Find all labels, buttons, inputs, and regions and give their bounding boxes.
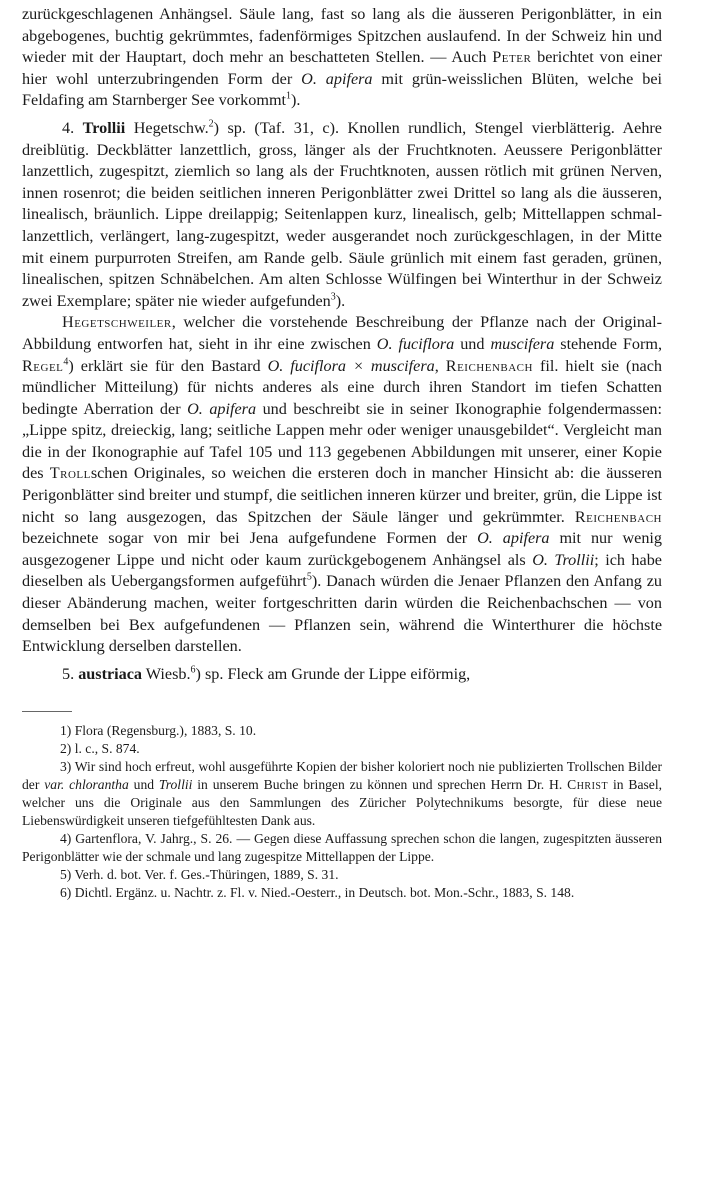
taxon-name: O. fuciflora [376,334,455,353]
text-run: berichtet von einer hier wohl unterzubringenden Form der [22,48,662,88]
author-name: Hegetschweiler [62,313,172,332]
paragraph-trollii [22,118,662,312]
text-run: ) sp. Fleck am Grunde der Lippe eiförmig, [195,664,471,683]
footnote-ref: 5 [306,572,312,584]
footnote-1: 1) Flora (Regensburg.), 1883, S. 10. [60,723,257,739]
taxon-name: O. apifera [187,399,257,418]
text-run: ; ich habe dieselben als Uebergangsformen aufgeführt [22,550,662,591]
author-name: Regel [22,356,64,375]
main-text [22,4,662,685]
taxon-name: var. chlorantha [44,777,129,793]
footnote-ref: 2 [208,118,214,130]
text-run: und beschreibt sie in seiner Ikonographie folgendermassen: „Lippe spitz, dreieckig, lang; seitliche Lappen mehr oder weniger unausgebildet“. Vergleicht man die in der Ikonographie auf Tafel 105 und 113 gegebenen Abbildungen mit unserer, einer Kopie des [22,399,662,483]
footnote-ref: 6 [190,664,196,676]
author-name: Troll [49,464,91,483]
footnote-6: 6) Dichtl. Ergänz. u. Nachtr. z. Fl. v. Nied.-Oesterr., in Deutsch. bot. Mon.-Schr., 1883, S. 148. [60,885,575,901]
footnote-2: 2) l. c., S. 874. [60,741,140,757]
text-run: in unserem Buche bringen zu können und sprechen Herrn Dr. H. [192,777,568,793]
taxon-heading: austriaca [78,664,143,683]
footnote-5: 5) Verh. d. bot. Ver. f. Ges.-Thüringen, 1889, S. 31. [60,867,339,883]
text-run: Wiesb. [142,664,191,683]
author-name: Christ [567,777,609,793]
text-run: 3) Wir sind hoch erfreut, wohl ausgeführte Kopien der bisher koloriert noch nie publizierten Trollschen Bilder der [22,759,662,793]
text-run: zurückgeschlagenen Anhängsel. Säule lang, fast so lang als die äusseren Perigonblätter, in ein abgebogenes, buchtig gekrümmtes, fadenförmiges Spitzchen auslaufend. In der Schweiz hin und wieder mit der Hauptart, doch mehr an beschatteten Stellen. — Auch [22,5,662,67]
text-run: und [454,334,491,353]
text-run: mit grün-weisslichen Blüten, welche bei Feldafing am Starnberger See vorkommt [22,69,662,110]
footnote-ref: 4 [63,356,69,368]
text-run: mit nur wenig ausgezogener Lippe und nicht oder kaum zurückgebogenem Anhängsel als [22,529,663,569]
footnotes [22,722,662,902]
taxon-name: muscifera [490,334,555,353]
section-number: 4. [62,118,83,137]
text-run: in Basel, welcher uns die Originale aus den Sammlungen des Züricher Polytechnikums besorgte, für diese neue Liebenswürdigkeit unseren tiefgefühltesten Dank aus. [22,777,662,829]
author-name: Reichenbach [445,356,533,375]
text-run: ) sp. (Taf. 31, c). Knollen rundlich, Stengel vierblätterig. Aehre dreiblütig. Deckblätter lanzettlich, gross, länger als der Fruchtknoten. Aeussere Perigonblätter lanzettlich, zugespitzt, ziemlich so lang als der Fruchtknoten, aussen rötlich mit grünen Nerven, innen rosenrot; die beiden seitlichen inneren Perigonblätter zwei Drittel so lang als die äusseren, linealisch, bräunlich. Lippe dreilappig; Seitenlappen kurz, linealisch, gelb; Mittellappen schmal-lanzettlich, verlängert, lang-zugespitzt, weder ausgerandet noch zurückgeschlagen, in der Mitte mit einem purpurroten Streifen, am Rande gelb. Säule grünlich mit einem fast geraden, grünen, linealischen, spitzen Schnäbelchen. Am alten Schlosse Wülfingen bei Winterthur in der Schweiz zwei Exemplare; später nie wieder aufgefunden [22,118,662,310]
paragraph-apifera-end [22,4,662,112]
paragraph-hegetschweiler [22,312,662,658]
taxon-name: Trollii [158,777,193,793]
taxon-name: O. apifera [477,529,550,548]
text-run: ). Danach würden die Jenaer Pflanzen den Anfang zu dieser Abänderung machen, weiter fortgeschritten darin würden die Reichenbachschen — von demselben bei Bex aufgefundenen — Pflanzen sein, während die Winterthurer die höchste Entwicklung derselben darstellen. [22,572,662,656]
taxon-name: O. apifera [301,69,373,88]
text-run: und [128,777,159,793]
taxon-name: O. Trollii [532,550,595,569]
text-run: fil. hielt sie (nach mündlicher Mitteilung) für nichts anderes als eine durch ihren Standort im tiefen Schatten bedingte Aberration der [22,356,662,418]
text-run: , [434,356,446,375]
text-run: ) erklärt sie für den Bastard [68,356,268,375]
footnote-4: 4) Gartenflora, V. Jahrg., S. 26. — Gegen diese Auffassung sprechen schon die langen, zugespitzten äusseren Perigonblätter wie der schmale und lang zugespitze Mittellappen der Lippe. [22,831,662,865]
text-run: stehende Form, [554,334,662,353]
book-page [22,4,662,902]
author-name: Peter [492,48,532,67]
text-run: ). [291,91,301,110]
text-run: , welcher die vorstehende Beschreibung der Pflanze nach der Original-Abbildung entworfen hat, sieht in ihr eine zwischen [22,313,662,353]
taxon-heading: Trollii [82,118,126,137]
footnote-divider [22,711,72,712]
text-run: bezeichnete sogar von mir bei Jena aufgefundene Formen der [22,529,478,548]
paragraph-austriaca [22,664,662,686]
taxon-name: O. fuciflora × muscifera [267,356,435,375]
footnote-ref: 3 [330,291,336,303]
footnote-3 [22,758,662,830]
text-run: ). [335,291,346,310]
author-name: Reichenbach [574,507,662,526]
text-run: schen Originales, so weichen die ersteren doch in mancher Hinsicht ab: die äusseren Perigonblätter sind breiter und stumpf, die seitlichen inneren kürzer und breiter, grün, die Lippe ist nicht so lang ausgezogen, das Spitzchen der Säule länger und gekrümmter. [22,464,663,526]
footnote-ref: 1 [286,90,292,102]
section-number: 5. [62,664,79,683]
text-run: Hegetschw. [125,118,209,137]
